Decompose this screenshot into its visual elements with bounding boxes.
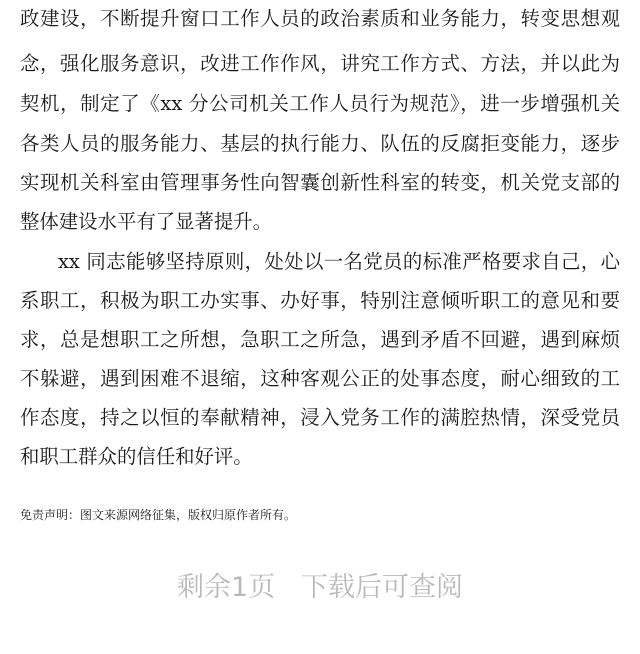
remaining-pages-download-prompt[interactable]: 剩余1页 下载后可查阅 [177,572,463,603]
paragraph-2-line-3: 求，总是想职工之所想，急职工之所急，遇到矛盾不回避，遇到麻烦 [20,328,620,351]
paragraph-2-line-4: 不躲避，遇到困难不退缩，这种客观公正的处事态度，耐心细致的工 [20,367,620,390]
disclaimer-text: 免责声明：图文来源网络征集，版权归原作者所有。 [20,508,297,522]
paragraph-1-line-5: 实现机关科室由管理事务性向智囊创新性科室的转变，机关党支部的 [20,171,620,194]
paragraph-1-line-6: 整体建设水平有了显著提升。 [20,210,273,233]
paragraph-1-line-3: 契机，制定了《xx 分公司机关工作人员行为规范》，进一步增强机关 [20,92,620,115]
paragraph-2-line-6: 和职工群众的信任和好评。 [20,445,253,468]
paragraph-1-line-4: 各类人员的服务能力、基层的执行能力、队伍的反腐拒变能力，逐步 [20,132,620,155]
paragraph-1-line-2: 念，强化服务意识，改进工作作风，讲究工作方式、方法，并以此为 [20,52,620,75]
paragraph-2-line-5: 作态度，持之以恒的奉献精神，浸入党务工作的满腔热情，深受党员 [20,406,620,429]
paragraph-2-line-1: xx 同志能够坚持原则，处处以一名党员的标准严格要求自己，心 [58,250,620,273]
paragraph-2-line-2: 系职工，积极为职工办实事、办好事，特别注意倾听职工的意见和要 [20,289,620,312]
paragraph-1-line-1: 政建设，不断提升窗口工作人员的政治素质和业务能力，转变思想观 [20,7,620,30]
